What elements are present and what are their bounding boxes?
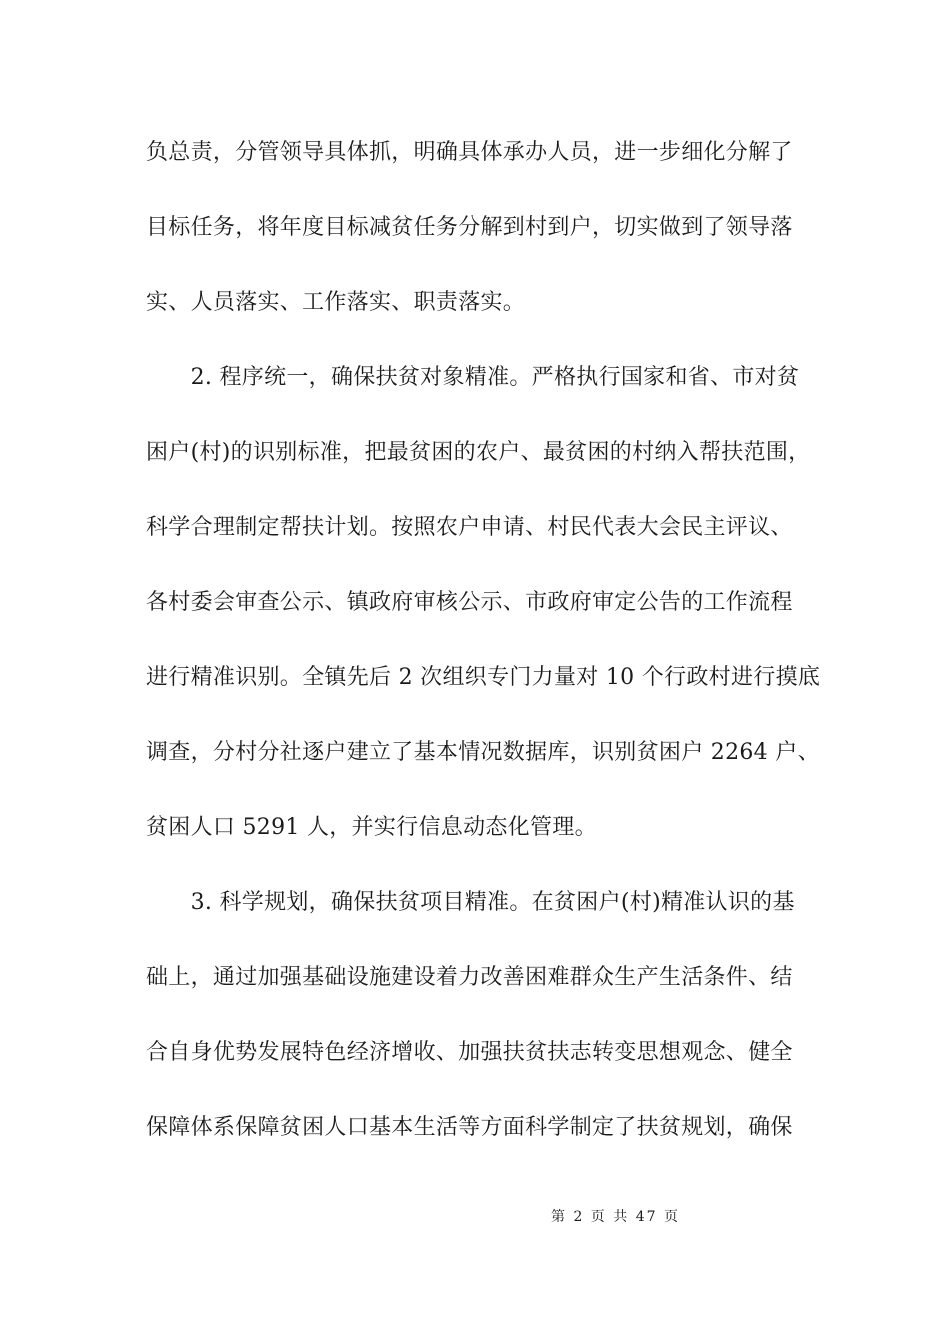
text-line: 目标任务，将年度目标减贫任务分解到村到户，切实做到了领导落 [146, 215, 793, 240]
text-line: 调查，分村分社逐户建立了基本情况数据库，识别贫困户 2264 户、 [146, 740, 820, 765]
text-line: 2. 程序统一，确保扶贫对象精准。严格执行国家和省、市对贫 [146, 365, 800, 390]
body-text [146, 133, 821, 1183]
text-line: 进行精准识别。全镇先后 2 次组织专门力量对 10 个行政村进行摸底 [146, 665, 821, 690]
text-line: 负总责，分管领导具体抓，明确具体承办人员，进一步细化分解了 [146, 140, 793, 165]
text-line: 科学合理制定帮扶计划。按照农户申请、村民代表大会民主评议、 [146, 515, 793, 540]
text-line: 实、人员落实、工作落实、职责落实。 [146, 290, 526, 315]
text-line: 合自身优势发展特色经济增收、加强扶贫扶志转变思想观念、健全 [146, 1040, 793, 1065]
text-line: 3. 科学规划，确保扶贫项目精准。在贫困户(村)精准认识的基 [146, 890, 795, 915]
page-number-footer: 第 2 页 共 47 页 [551, 1209, 680, 1225]
text-line: 保障体系保障贫困人口基本生活等方面科学制定了扶贫规划，确保 [146, 1115, 793, 1140]
text-line: 贫困人口 5291 人，并实行信息动态化管理。 [146, 815, 597, 840]
text-line: 各村委会审查公示、镇政府审核公示、市政府审定公告的工作流程 [146, 590, 793, 615]
text-line: 困户(村)的识别标准，把最贫困的农户、最贫困的村纳入帮扶范围， [146, 440, 811, 465]
text-line: 础上，通过加强基础设施建设着力改善困难群众生产生活条件、结 [146, 965, 793, 990]
